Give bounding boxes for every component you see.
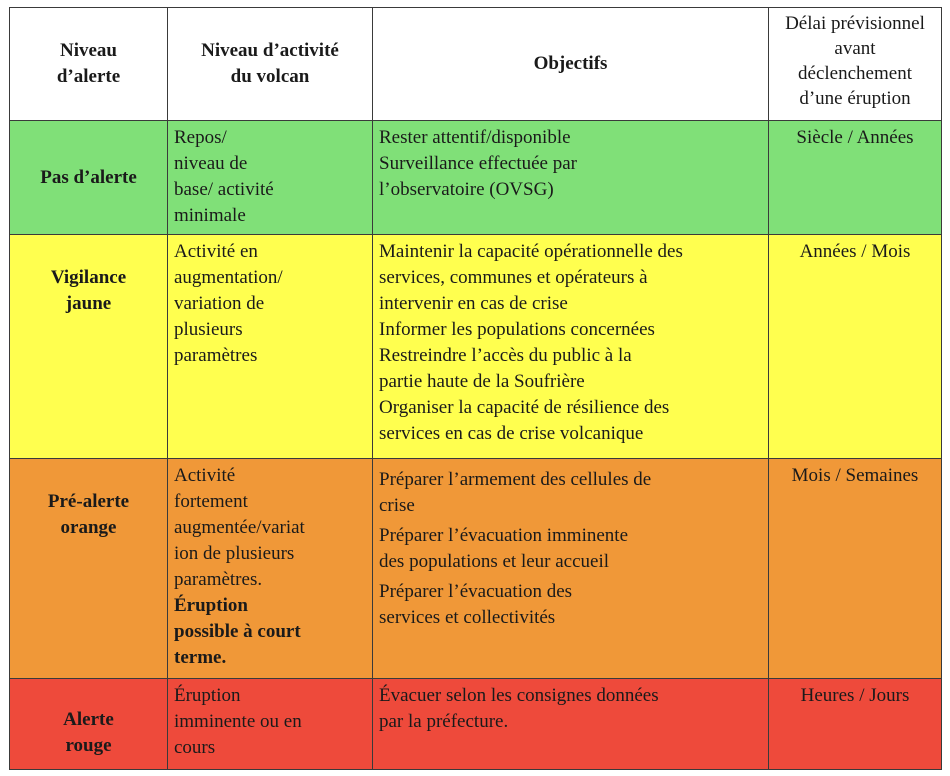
header-forecast-delay: Délai prévisionnel avant déclenchement d’une éruption <box>769 8 942 121</box>
delay-orange-pre-alert: Mois / Semaines <box>769 459 942 679</box>
alert-levels-table-container <box>9 7 941 769</box>
activity-red-alert: Éruption imminente ou en cours <box>168 679 373 770</box>
row-red-alert <box>10 679 942 770</box>
objectives-orange-pre-alert: Préparer l’armement des cellules de crise Préparer l’évacuation imminente des populations et leur accueil Préparer l’évacuation des services et collectivités <box>373 459 769 679</box>
activity-orange-pre-alert: Activité fortement augmentée/variat ion de plusieurs paramètres. Éruption possible à court terme. <box>168 459 373 679</box>
level-no-alert: Pas d’alerte <box>10 121 168 235</box>
table-header-row <box>10 8 942 121</box>
activity-no-alert: Repos/ niveau de base/ activité minimale <box>168 121 373 235</box>
delay-yellow-vigilance: Années / Mois <box>769 235 942 459</box>
row-no-alert <box>10 121 942 235</box>
objectives-red-alert: Évacuer selon les consignes données par la préfecture. <box>373 679 769 770</box>
alert-levels-table <box>9 7 942 770</box>
delay-red-alert: Heures / Jours <box>769 679 942 770</box>
delay-no-alert: Siècle / Années <box>769 121 942 235</box>
header-alert-level: Niveau d’alerte <box>10 8 168 121</box>
row-yellow-vigilance <box>10 235 942 459</box>
level-yellow-vigilance: Vigilance jaune <box>10 235 168 459</box>
header-objectives: Objectifs <box>373 8 769 121</box>
objectives-no-alert: Rester attentif/disponible Surveillance effectuée par l’observatoire (OVSG) <box>373 121 769 235</box>
objectives-yellow-vigilance: Maintenir la capacité opérationnelle des services, communes et opérateurs à intervenir en cas de crise Informer les populations concernées Restreindre l’accès du public à la partie haute de la Soufrière Organiser la capacité de résilience des services en cas de crise volcanique <box>373 235 769 459</box>
activity-yellow-vigilance: Activité en augmentation/ variation de plusieurs paramètres <box>168 235 373 459</box>
row-orange-pre-alert <box>10 459 942 679</box>
level-red-alert: Alerte rouge <box>10 679 168 770</box>
header-volcano-activity: Niveau d’activité du volcan <box>168 8 373 121</box>
level-orange-pre-alert: Pré-alerte orange <box>10 459 168 679</box>
